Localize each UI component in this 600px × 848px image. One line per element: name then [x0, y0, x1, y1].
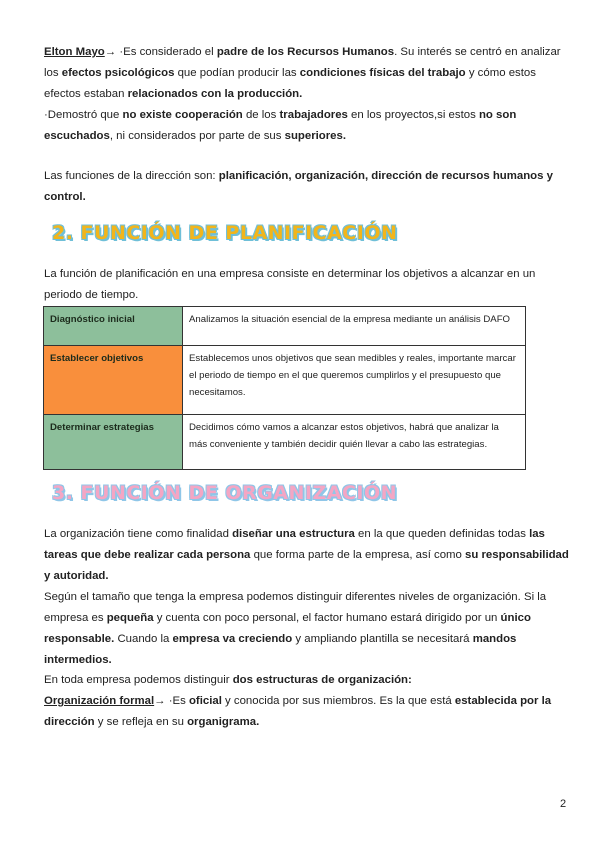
bold-span: oficial: [188, 695, 222, 707]
bold-span: trabajadores: [279, 109, 348, 121]
text-span: y cuenta con poco personal, el factor humano estará dirigido por un: [153, 612, 501, 624]
elton-mayo-paragraph: [44, 42, 572, 105]
bold-span: único responsable.: [44, 612, 531, 645]
text-span: y conocida por sus miembros. Es la que está: [221, 695, 455, 707]
bold-span: relacionados con la producción.: [127, 88, 303, 100]
bold-span: no existe cooperación: [122, 109, 243, 121]
elton-mayo-name: Elton Mayo: [44, 46, 105, 58]
text-span: → ·Es: [154, 695, 189, 707]
text-span: → ·Es considerado el: [104, 46, 217, 58]
bold-span: condiciones físicas del trabajo: [299, 67, 466, 79]
organization-levels-paragraph: [44, 587, 572, 671]
bold-span: su responsabilidad y autoridad.: [44, 549, 569, 582]
text-span: En toda empresa podemos distinguir: [44, 674, 233, 686]
text-span: y cómo estos efectos estaban: [44, 67, 536, 100]
bold-span: organigrama.: [187, 716, 260, 728]
text-span: en la que queden definidas todas: [354, 528, 530, 540]
page-number: 2: [560, 798, 567, 810]
bold-span: las tareas que debe realizar cada persona: [44, 528, 545, 561]
structures-paragraph: [44, 670, 572, 691]
text-span: La organización tiene como finalidad: [44, 528, 233, 540]
table-value-cell: Analizamos la situación esencial de la empresa mediante un análisis DAFO: [183, 307, 526, 346]
text-span: y se refleja en su: [94, 716, 188, 728]
bold-span: efectos psicológicos: [61, 67, 175, 79]
heading-planning: 2. FUNCIÓN DE PLANIFICACIÓN: [52, 222, 398, 244]
formal-organization-name: Organización formal: [44, 695, 155, 707]
text-span: , ni considerados por parte de sus: [109, 130, 285, 142]
heading-organization: 3. FUNCIÓN DE ORGANIZACIÓN: [52, 482, 398, 504]
table-key-cell: Establecer objetivos: [44, 346, 183, 415]
bold-span: mandos intermedios.: [44, 633, 517, 666]
text-span: Cuando la: [114, 633, 173, 645]
table-key-cell: Diagnóstico inicial: [44, 307, 183, 346]
organization-purpose-paragraph: [44, 524, 572, 587]
bold-span: superiores.: [284, 130, 347, 142]
table-value-cell: Establecemos unos objetivos que sean medibles y reales, importante marcar el periodo de tiempo en el que queremos cumplirlos y el presupuesto que necesitamos.: [183, 346, 526, 415]
table-row: [44, 346, 526, 415]
bold-span: padre de los Recursos Humanos: [216, 46, 395, 58]
text-span: en los proyectos,si estos: [347, 109, 479, 121]
text-span: y ampliando plantilla se necesitará: [292, 633, 473, 645]
bold-span: no son escuchados: [44, 109, 517, 142]
bold-span: establecida por la dirección: [44, 695, 552, 728]
bold-span: diseñar una estructura: [232, 528, 355, 540]
table-value-cell: Decidimos cómo vamos a alcanzar estos objetivos, habrá que analizar la más conveniente y también decidir quién llevar a cabo las estrategias.: [183, 415, 526, 470]
text-span: ·Demostró que: [44, 109, 123, 121]
table-key-cell: Determinar estrategias: [44, 415, 183, 470]
text-span: de los: [242, 109, 280, 121]
formal-organization-paragraph: [44, 691, 572, 733]
bold-span: pequeña: [106, 612, 154, 624]
text-span: que forma parte de la empresa, así como: [250, 549, 466, 561]
table-row: [44, 415, 526, 470]
functions-paragraph: [44, 166, 572, 208]
planning-intro-paragraph: La función de planificación en una empresa consiste en determinar los objetivos a alcanzar en un periodo de tiempo.: [44, 268, 536, 301]
cooperation-paragraph: [44, 105, 572, 147]
table-row: [44, 307, 526, 346]
bold-span: empresa va creciendo: [172, 633, 293, 645]
text-span: Según el tamaño que tenga la empresa podemos distinguir diferentes niveles de organización. Si la empresa es: [44, 591, 547, 624]
bold-span: dos estructuras de organización:: [232, 674, 412, 686]
bold-span: planificación, organización, dirección de recursos humanos y control.: [44, 170, 553, 203]
text-span: Las funciones de la dirección son:: [44, 170, 219, 182]
text-span: . Su interés se centró en analizar los: [44, 46, 561, 79]
text-span: que podían producir las: [174, 67, 300, 79]
planning-table: [43, 306, 526, 470]
